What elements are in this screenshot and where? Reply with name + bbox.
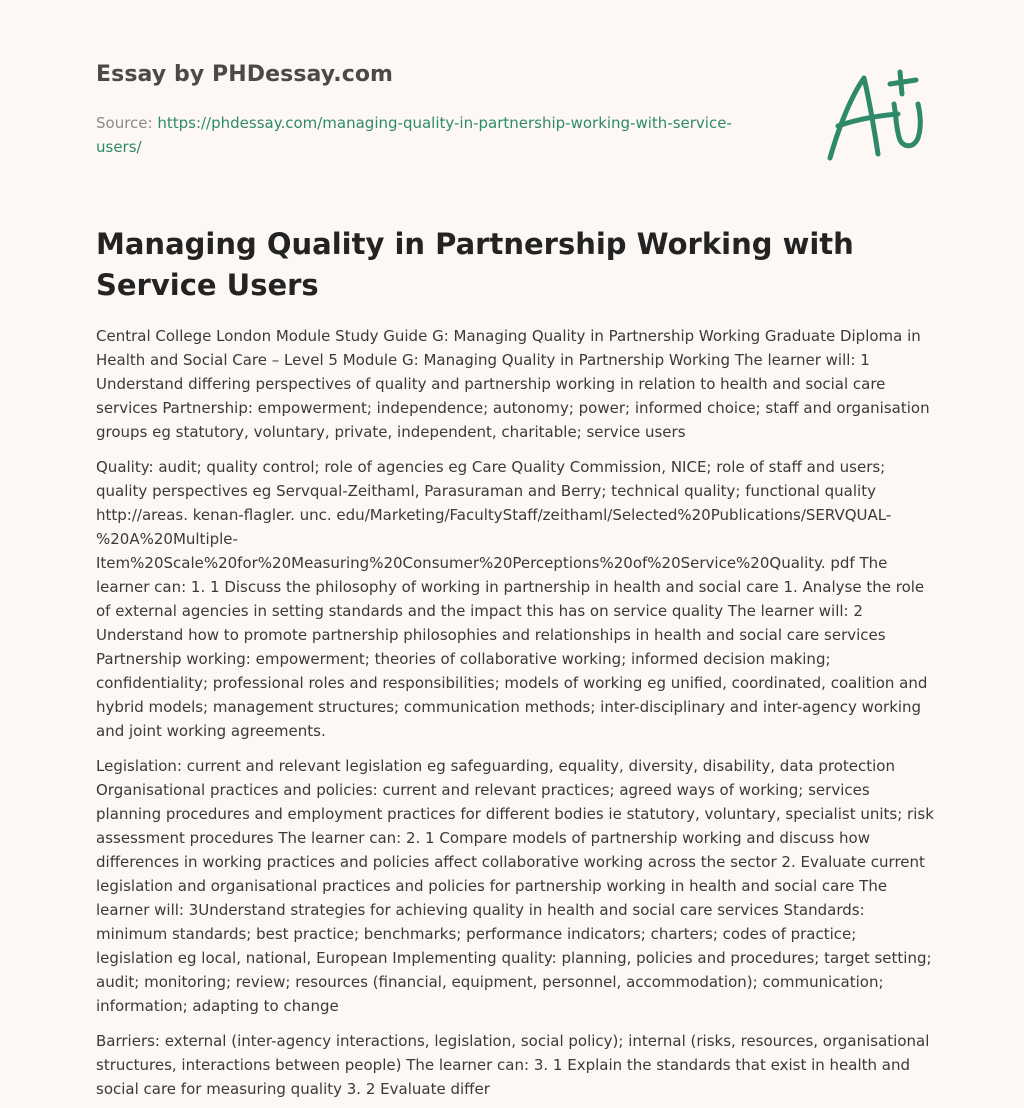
source-link[interactable]: https://phdessay.com/managing-quality-in-partnership-working-with-service-users/ bbox=[96, 114, 732, 156]
paragraph: Barriers: external (inter-agency interactions, legislation, social policy); internal (risks, resources, organisational structures, interactions between people) The learner can: 3. 1 Explain the standards that exist in health and social care for measuring quality 3. 2 Evaluate differ bbox=[96, 1032, 930, 1098]
paragraph: Quality: audit; quality control; role of agencies eg Care Quality Commission, NICE; role of staff and users; quality perspectives eg Servqual-Zeithaml, Parasuraman and Berry; technical quality; functional quality http://areas. kenan-flagler. unc. edu/Marketing/FacultyStaff/zeithaml/Selected%20Publications/SERVQUAL-%20A%20Multiple-Item%20Scale%20for%20Measuring%20Consumer%20Perceptions%20of%20Service%20Quality. pdf The learner can: 1. 1 Discuss the philosophy of working in partnership in health and social care 1. Analyse the role of external agencies in setting standards and the impact this has on service quality The learner will: 2 Understand how to promote partnership philosophies and relationships in health and social care services Partnership working: empowerment; theories of collaborative working; informed decision making; confidentiality; professional roles and responsibilities; models of working eg unified, coordinated, coalition and hybrid models; management structures; communication methods; inter-disciplinary and inter-agency working and joint working agreements. bbox=[96, 458, 928, 740]
source-line bbox=[96, 111, 756, 159]
article-title: Managing Quality in Partnership Working with Service Users bbox=[96, 227, 854, 302]
article-body bbox=[96, 324, 936, 1108]
source-label: Source: bbox=[96, 114, 158, 132]
paragraph: Legislation: current and relevant legislation eg safeguarding, equality, diversity, disability, data protection Organisational practices and policies: current and relevant practices; agreed ways of working; services planning procedures and employment practices for different bodies ie statutory, voluntary, specialist units; risk assessment procedures The learner can: 2. 1 Compare models of partnership working and discuss how differences in working practices and policies affect collaborative working across the sector 2. Evaluate current legislation and organisational practices and policies for partnership working in health and social care The learner will: 3Understand strategies for achieving quality in health and social care services Standards: minimum standards; best practice; benchmarks; performance indicators; charters; codes of practice; legislation eg local, national, European Implementing quality: planning, policies and procedures; target setting; audit; monitoring; review; resources (financial, equipment, personnel, accommodation); communication; information; adapting to change bbox=[96, 757, 934, 1015]
brand-title: Essay by PHDessay.com bbox=[96, 62, 394, 87]
a-plus-logo-icon bbox=[820, 68, 930, 168]
paragraph: Central College London Module Study Guide G: Managing Quality in Partnership Working Graduate Diploma in Health and Social Care – Level 5 Module G: Managing Quality in Partnership Working The learner will: 1 Understand differing perspectives of quality and partnership working in relation to health and social care services Partnership: empowerment; independence; autonomy; power; informed choice; staff and organisation groups eg statutory, voluntary, private, independent, charitable; service users bbox=[96, 327, 930, 441]
